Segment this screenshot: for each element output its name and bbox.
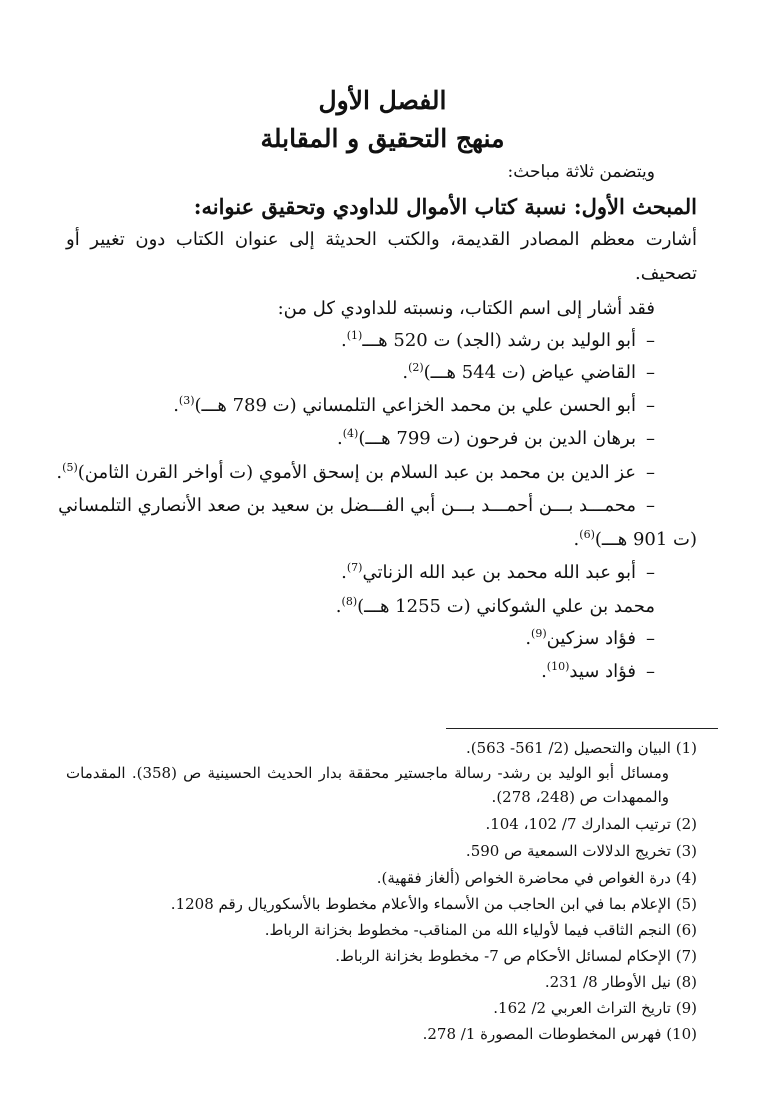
list-dash: – bbox=[646, 495, 655, 516]
list-item-end: . bbox=[56, 462, 63, 483]
footnote: (9) تاريخ التراث العربي 2/ 162. bbox=[493, 999, 697, 1017]
footnote: (3) تخريج الدلالات السمعية ص 590. bbox=[465, 842, 697, 860]
list-dash: – bbox=[646, 395, 655, 416]
footnote: (2) ترتيب المدارك 7/ 102، 104. bbox=[485, 815, 697, 833]
list-item-text: عز الدين بن محمد بن عبد السلام بن إسحق الأموي (ت أواخر القرن الثامن) bbox=[77, 462, 636, 483]
list-item bbox=[341, 562, 655, 583]
footnote: (7) الإحكام لمسائل الأحكام ص 7- مخطوط بخزانة الرباط. bbox=[335, 947, 697, 965]
footnote-ref: (9) bbox=[531, 627, 547, 640]
footnote: (6) النجم الثاقب فيما لأولياء الله من المناقب- مخطوط بخزانة الرباط. bbox=[264, 921, 697, 939]
footnote-ref: (6) bbox=[579, 528, 595, 541]
chapter-subtitle: منهج التحقيق و المقابلة bbox=[260, 124, 505, 153]
list-item bbox=[336, 596, 655, 617]
list-item bbox=[402, 362, 655, 383]
chapter-title: الفصل الأول bbox=[318, 86, 447, 115]
footnote-ref: (10) bbox=[546, 660, 570, 673]
list-item-text: القاضي عياض (ت 544 هـــ) bbox=[423, 362, 636, 383]
list-item bbox=[56, 462, 655, 483]
footnote-ref: (5) bbox=[62, 461, 78, 474]
list-item-continuation bbox=[574, 529, 697, 550]
list-item-end: . bbox=[341, 330, 347, 351]
footnote: (5) الإعلام بما في ابن الحاجب من الأسماء والأعلام مخطوط بالأسكوريال رقم 1208. bbox=[170, 895, 697, 913]
list-item-end: . bbox=[525, 628, 532, 649]
list-item-text: أبو الحسن علي بن محمد الخزاعي التلمساني (ت 789 هـــ) bbox=[194, 395, 636, 416]
list-dash: – bbox=[646, 330, 655, 351]
paragraph-line-2: تصحيف. bbox=[634, 263, 697, 284]
list-item bbox=[58, 495, 655, 516]
footnote: (10) فهرس المخطوطات المصورة 1/ 278. bbox=[422, 1025, 697, 1043]
list-item-text: محمد بن علي الشوكاني (ت 1255 هـــ) bbox=[357, 596, 655, 617]
intro-line: ويتضمن ثلاثة مباحث: bbox=[507, 162, 655, 182]
list-item bbox=[341, 330, 655, 351]
footnote-ref: (8) bbox=[341, 595, 358, 608]
list-item bbox=[337, 428, 655, 449]
footnote-ref: (7) bbox=[346, 561, 363, 574]
footnote-ref: (3) bbox=[178, 394, 195, 407]
lead-in: فقد أشار إلى اسم الكتاب، ونسبته للداودي كل من: bbox=[277, 298, 655, 319]
list-item-text: برهان الدين بن فرحون (ت 799 هـــ) bbox=[358, 428, 636, 449]
list-item bbox=[525, 628, 655, 649]
list-item-end: . bbox=[336, 428, 343, 449]
footnote-divider bbox=[446, 728, 718, 729]
list-item-text: أبو عبد الله محمد بن عبد الله الزناتي bbox=[362, 562, 636, 583]
footnote-ref: (2) bbox=[408, 361, 424, 374]
list-item-end: . bbox=[402, 362, 409, 383]
list-dash: – bbox=[646, 628, 655, 649]
list-item-end: . bbox=[173, 395, 179, 416]
list-item-end: . bbox=[573, 529, 580, 550]
footnote: والممهدات ص (248، 278). bbox=[491, 788, 669, 806]
list-item bbox=[173, 395, 655, 416]
list-item-text: فؤاد سزكين bbox=[546, 628, 636, 649]
list-item-end: . bbox=[335, 596, 342, 617]
list-item-end: . bbox=[341, 562, 347, 583]
list-item-end: . bbox=[541, 661, 547, 682]
footnote-ref: (4) bbox=[342, 427, 359, 440]
footnote: (8) نيل الأوطار 8/ 231. bbox=[544, 973, 697, 991]
list-item-text: فؤاد سيد bbox=[569, 661, 636, 682]
list-item-text: أبو الوليد بن رشد (الجد) ت 520 هـــ bbox=[362, 330, 636, 351]
list-item-text: (ت 901 هـــ) bbox=[594, 529, 697, 550]
footnote: (4) درة الغواص في محاضرة الخواص (ألغاز فقهية). bbox=[376, 869, 697, 887]
footnote: (1) البيان والتحصيل (2/ 561- 563). bbox=[465, 739, 697, 757]
list-dash: – bbox=[646, 562, 655, 583]
paragraph-line-1: أشارت معظم المصادر القديمة، والكتب الحديثة إلى عنوان الكتاب دون تغيير أو bbox=[66, 229, 697, 250]
list-dash: – bbox=[646, 428, 655, 449]
footnote-ref: (1) bbox=[346, 329, 363, 342]
list-item bbox=[541, 661, 655, 682]
list-dash: – bbox=[646, 661, 655, 682]
section-heading: المبحث الأول: نسبة كتاب الأموال للداودي وتحقيق عنوانه: bbox=[193, 194, 697, 219]
list-dash: – bbox=[646, 362, 655, 383]
list-item-text: محمـــد بـــن أحمـــد بـــن أبي الفـــضل بن سعيد بن صعد الأنصاري التلمساني bbox=[58, 495, 636, 516]
list-dash: – bbox=[646, 462, 655, 483]
footnote: ومسائل أبو الوليد بن رشد- رسالة ماجستير محققة بدار الحديث الحسينية ص (358). المقدمات bbox=[66, 764, 669, 782]
